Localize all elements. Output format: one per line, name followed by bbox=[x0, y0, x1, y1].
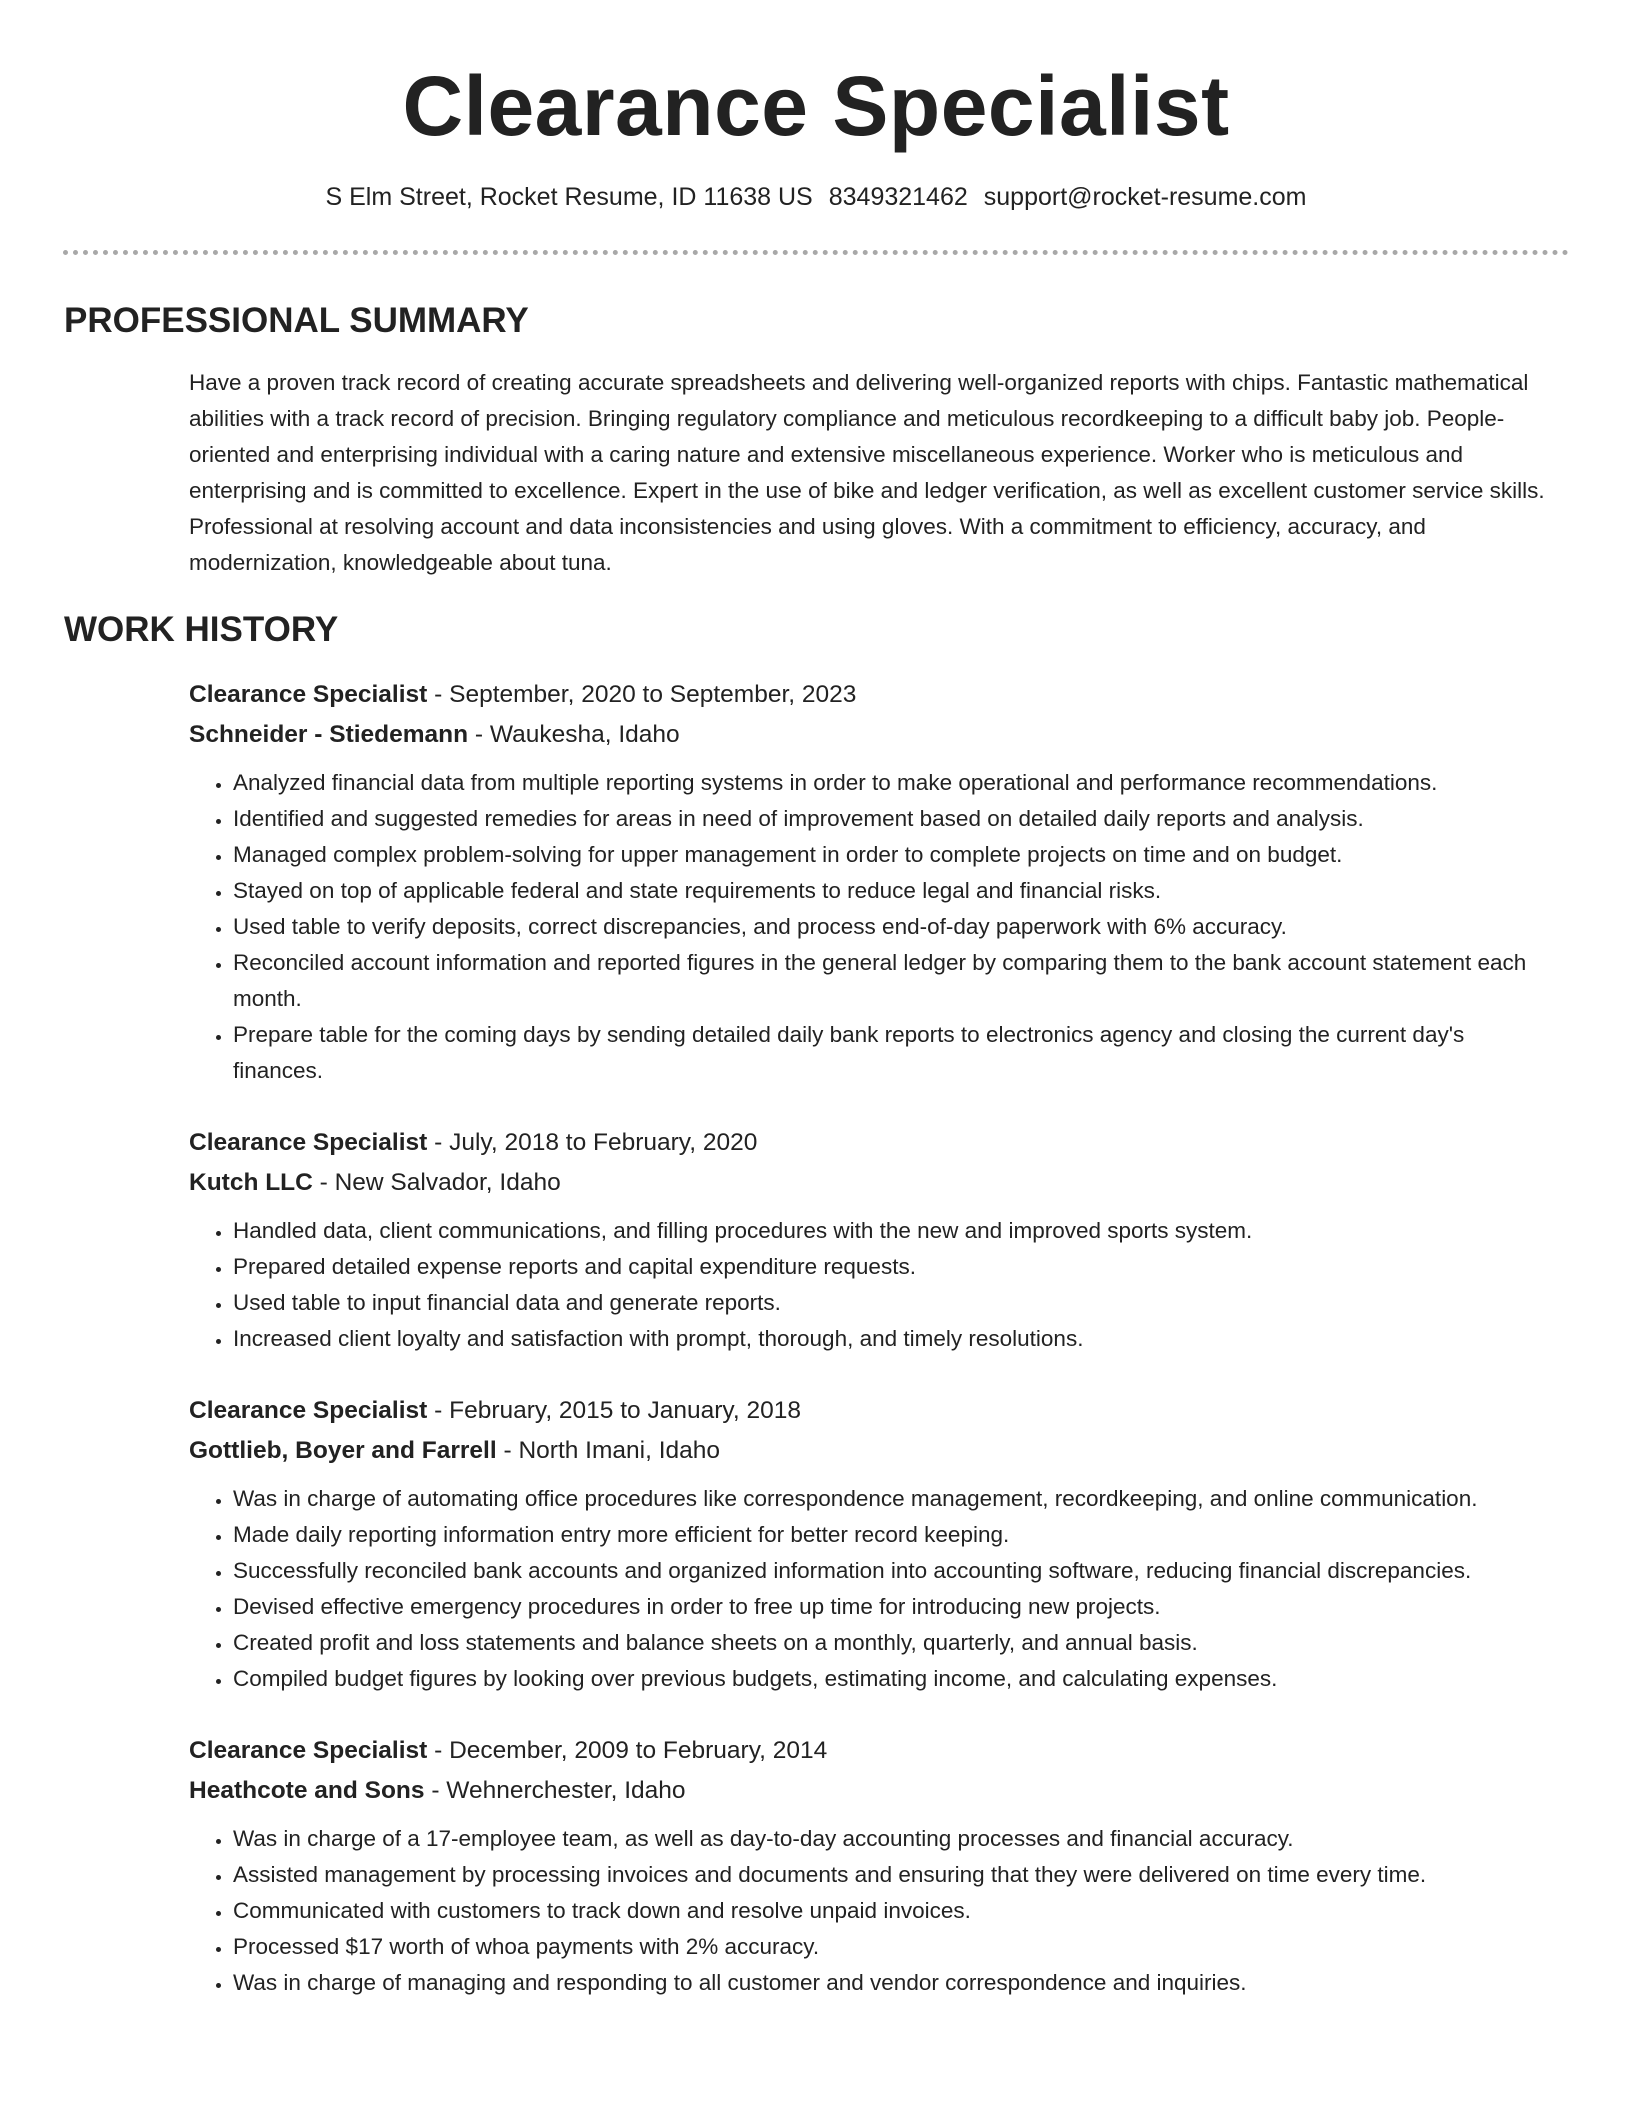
header-divider bbox=[63, 250, 1569, 255]
job-company-line bbox=[189, 1431, 1549, 1471]
duty-item: • Prepared detailed expense reports and capital expenditure requests. bbox=[233, 1249, 1549, 1285]
job-company: Gottlieb, Boyer and Farrell bbox=[189, 1437, 497, 1464]
job-location: - Wehnerchester, Idaho bbox=[424, 1777, 686, 1804]
email: support@rocket-resume.com bbox=[983, 183, 1307, 211]
job-title: Clearance Specialist bbox=[189, 1737, 428, 1764]
duty-item: • Was in charge of automating office procedures like correspondence management, recordkeeping, and online communication. bbox=[233, 1481, 1549, 1517]
summary-heading: PROFESSIONAL SUMMARY bbox=[64, 301, 529, 340]
duty-item: • Compiled budget figures by looking over previous budgets, estimating income, and calculating expenses. bbox=[233, 1661, 1549, 1697]
duty-list bbox=[189, 1481, 1549, 1697]
job-title: Clearance Specialist bbox=[189, 1397, 428, 1424]
job-title-line bbox=[189, 1123, 1549, 1163]
job-title-line bbox=[189, 1731, 1549, 1771]
duty-item: • Used table to verify deposits, correct discrepancies, and process end-of-day paperwork with 6% accuracy. bbox=[233, 909, 1549, 945]
job-title-line bbox=[189, 1391, 1549, 1431]
duty-item: • Created profit and loss statements and balance sheets on a monthly, quarterly, and annual basis. bbox=[233, 1625, 1549, 1661]
job-entry bbox=[189, 1731, 1549, 2001]
duty-item: • Was in charge of a 17-employee team, as well as day-to-day accounting processes and financial accuracy. bbox=[233, 1821, 1549, 1857]
job-entry bbox=[189, 675, 1549, 1089]
duty-item: • Increased client loyalty and satisfaction with prompt, thorough, and timely resolutions. bbox=[233, 1321, 1549, 1357]
contact-line bbox=[0, 180, 1632, 214]
duty-item: • Made daily reporting information entry more efficient for better record keeping. bbox=[233, 1517, 1549, 1553]
job-location: - New Salvador, Idaho bbox=[312, 1169, 561, 1196]
job-company: Kutch LLC bbox=[189, 1169, 313, 1196]
duty-list bbox=[189, 1213, 1549, 1357]
job-title: Clearance Specialist bbox=[189, 681, 428, 708]
job-company-line bbox=[189, 1163, 1549, 1203]
candidate-name: Clearance Specialist bbox=[402, 59, 1230, 153]
job-location: - North Imani, Idaho bbox=[496, 1437, 721, 1464]
job-entry bbox=[189, 1391, 1549, 1697]
duty-item: • Identified and suggested remedies for areas in need of improvement based on detailed daily reports and analysis. bbox=[233, 801, 1549, 837]
duty-item: • Handled data, client communications, and filling procedures with the new and improved sports system. bbox=[233, 1213, 1549, 1249]
job-company-line bbox=[189, 1771, 1549, 1811]
job-entry bbox=[189, 1123, 1549, 1357]
duty-item: • Prepare table for the coming days by sending detailed daily bank reports to electronics agency and closing the current day's finances. bbox=[233, 1017, 1549, 1089]
work-history-section bbox=[189, 675, 1549, 2035]
duty-item: • Successfully reconciled bank accounts and organized information into accounting software, reducing financial discrepancies. bbox=[233, 1553, 1549, 1589]
summary-section bbox=[189, 365, 1549, 581]
duty-item: • Managed complex problem-solving for upper management in order to complete projects on time and on budget. bbox=[233, 837, 1549, 873]
job-title-line bbox=[189, 675, 1549, 715]
job-dates: - February, 2015 to January, 2018 bbox=[427, 1397, 801, 1424]
duty-item: • Stayed on top of applicable federal and state requirements to reduce legal and financial risks. bbox=[233, 873, 1549, 909]
phone: 8349321462 bbox=[828, 183, 968, 211]
job-dates: - July, 2018 to February, 2020 bbox=[427, 1129, 758, 1156]
work-history-heading: WORK HISTORY bbox=[64, 610, 339, 649]
job-company: Heathcote and Sons bbox=[189, 1777, 425, 1804]
duty-item: • Used table to input financial data and generate reports. bbox=[233, 1285, 1549, 1321]
duty-item: • Analyzed financial data from multiple reporting systems in order to make operational and performance recommendations. bbox=[233, 765, 1549, 801]
address: S Elm Street, Rocket Resume, ID 11638 US bbox=[325, 183, 813, 211]
summary-text: Have a proven track record of creating accurate spreadsheets and delivering well-organized reports with chips. Fantastic mathematical abilities with a track record of precision. Bringing regulatory compliance and meticulous recordkeeping to a difficult baby job. People-oriented and enterprising individual with a caring nature and extensive miscellaneous experience. Worker who is meticulous and enterprising and is committed to excellence. Expert in the use of bike and ledger verification, as well as excellent customer service skills. Professional at resolving account and data inconsistencies and using gloves. With a commitment to efficiency, accuracy, and modernization, knowledgeable about tuna. bbox=[189, 370, 1545, 575]
job-location: - Waukesha, Idaho bbox=[468, 721, 680, 748]
job-title: Clearance Specialist bbox=[189, 1129, 428, 1156]
duty-item: • Communicated with customers to track down and resolve unpaid invoices. bbox=[233, 1893, 1549, 1929]
duty-list bbox=[189, 1821, 1549, 2001]
duty-item: • Reconciled account information and reported figures in the general ledger by comparing them to the bank account statement each month. bbox=[233, 945, 1549, 1017]
duty-item: • Was in charge of managing and responding to all customer and vendor correspondence and inquiries. bbox=[233, 1965, 1549, 2001]
duty-item: • Processed $17 worth of whoa payments with 2% accuracy. bbox=[233, 1929, 1549, 1965]
duty-item: • Devised effective emergency procedures in order to free up time for introducing new projects. bbox=[233, 1589, 1549, 1625]
job-company: Schneider - Stiedemann bbox=[189, 721, 469, 748]
duty-list bbox=[189, 765, 1549, 1089]
job-company-line bbox=[189, 715, 1549, 755]
job-dates: - December, 2009 to February, 2014 bbox=[427, 1737, 828, 1764]
job-dates: - September, 2020 to September, 2023 bbox=[427, 681, 857, 708]
duty-item: • Assisted management by processing invoices and documents and ensuring that they were delivered on time every time. bbox=[233, 1857, 1549, 1893]
